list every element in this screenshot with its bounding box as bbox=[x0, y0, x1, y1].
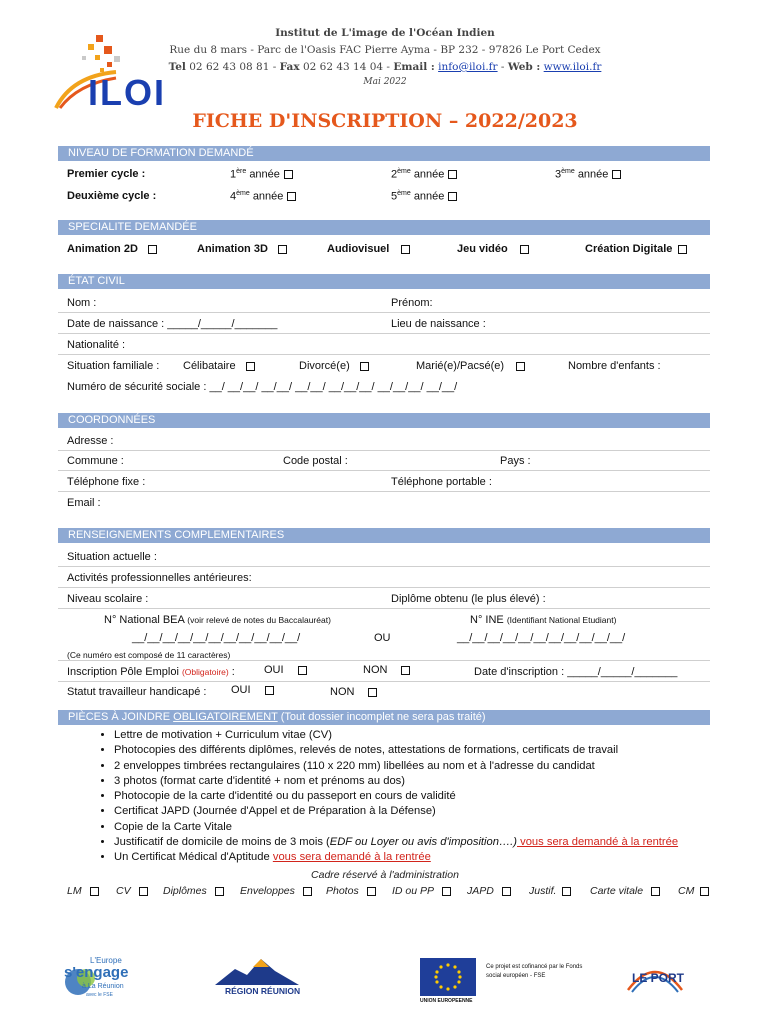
activites-label: Activités professionnelles antérieures: bbox=[67, 572, 252, 584]
fax-label: Fax bbox=[279, 61, 300, 73]
section-etat-civil-band: ÉTAT CIVIL bbox=[58, 274, 710, 289]
premier-cycle-label: Premier cycle : bbox=[67, 168, 146, 180]
contact-line: Tel 02 62 43 08 81 - Fax 02 62 43 14 04 - Email : info@iloi.fr - Web : www.iloi.fr bbox=[168, 61, 602, 73]
email-field-label: Email : bbox=[67, 497, 101, 509]
section-coordonnees-band: COORDONNÉES bbox=[58, 413, 710, 428]
bea-blanks: __/__/__/__/__/__/__/__/__/__/__/ bbox=[132, 632, 301, 644]
marie-option[interactable]: Marié(e)/Pacsé(e) bbox=[416, 360, 525, 372]
deuxieme-cycle-label: Deuxième cycle : bbox=[67, 190, 157, 202]
ou-label: OU bbox=[374, 632, 391, 644]
checkbox[interactable] bbox=[516, 362, 525, 371]
specialite-creation-digitale[interactable]: Création Digitale bbox=[585, 243, 687, 255]
annee-3-option[interactable]: 3ème année bbox=[555, 168, 621, 181]
pays-label: Pays : bbox=[500, 455, 531, 467]
list-item: • Copie de la Carte Vitale bbox=[114, 820, 678, 835]
celibataire-option[interactable]: Célibataire bbox=[183, 360, 255, 372]
specialite-animation-3d[interactable]: Animation 3D bbox=[197, 243, 287, 255]
admin-cv[interactable]: CV bbox=[116, 885, 148, 897]
annee-1-option[interactable]: 1ère année bbox=[230, 168, 293, 181]
checkbox[interactable] bbox=[368, 688, 377, 697]
checkbox[interactable] bbox=[401, 666, 410, 675]
web-link[interactable]: www.iloi.fr bbox=[543, 61, 602, 73]
date-naissance-label: Date de naissance : _____/_____/_______ bbox=[67, 318, 278, 330]
eu-flag-logo: UNION EUROPEENNE bbox=[420, 958, 478, 1006]
admin-enveloppes[interactable]: Enveloppes bbox=[240, 885, 312, 897]
checkbox[interactable] bbox=[284, 170, 293, 179]
checkbox[interactable] bbox=[448, 170, 457, 179]
adresse-label: Adresse : bbox=[67, 435, 114, 447]
nombre-enfants-label: Nombre d'enfants : bbox=[568, 360, 661, 372]
annee-4-option[interactable]: 4ème année bbox=[230, 190, 296, 203]
admin-carte-vitale[interactable]: Carte vitale bbox=[590, 885, 660, 897]
list-item: • 3 photos (format carte d'identité + nom et prénoms au dos) bbox=[114, 774, 678, 789]
tel-value: 02 62 43 08 81 bbox=[189, 61, 270, 73]
checkbox[interactable] bbox=[287, 192, 296, 201]
admin-title: Cadre réservé à l'administration bbox=[311, 869, 459, 881]
logo-text: ILOI bbox=[88, 72, 166, 113]
handicape-non[interactable]: NON bbox=[330, 686, 377, 698]
fax-value: 02 62 43 14 04 bbox=[302, 61, 384, 73]
pole-emploi-non[interactable]: NON bbox=[363, 664, 410, 676]
list-item: • Un Certificat Médical d'Aptitude vous sera demandé à la rentrée bbox=[114, 850, 678, 865]
situation-familiale-label: Situation familiale : bbox=[67, 360, 160, 372]
web-label: Web : bbox=[507, 61, 541, 73]
checkbox[interactable] bbox=[612, 170, 621, 179]
niveau-scolaire-label: Niveau scolaire : bbox=[67, 593, 149, 605]
institute-address: Rue du 8 mars - Parc de l'Oasis FAC Pierre Ayma - BP 232 - 97826 Le Port Cedex bbox=[169, 44, 601, 56]
list-item: • Lettre de motivation + Curriculum vitae (CV) bbox=[114, 728, 678, 743]
handicape-label: Statut travailleur handicapé : bbox=[67, 686, 207, 698]
securite-sociale-label: Numéro de sécurité sociale : __/ __/__/ __/__/ __/__/ __/__/__/ __/__/__/ __/__/ bbox=[67, 381, 458, 393]
handicape-oui[interactable]: OUI bbox=[231, 684, 274, 696]
region-reunion-logo: RÉGION RÉUNION bbox=[213, 955, 301, 999]
telephone-fixe-label: Téléphone fixe : bbox=[67, 476, 146, 488]
list-item: • Photocopie de la carte d'identité ou du passeport en cours de validité bbox=[114, 789, 678, 804]
specialite-jeu-video[interactable]: Jeu vidéo bbox=[457, 243, 529, 255]
admin-photos[interactable]: Photos bbox=[326, 885, 376, 897]
annee-5-option[interactable]: 5ème année bbox=[391, 190, 457, 203]
specialite-animation-2d[interactable]: Animation 2D bbox=[67, 243, 157, 255]
section-specialite-band: SPECIALITE DEMANDÉE bbox=[58, 220, 710, 235]
checkbox[interactable] bbox=[298, 666, 307, 675]
tel-label: Tel bbox=[168, 61, 186, 73]
checkbox[interactable] bbox=[520, 245, 529, 254]
nationalite-label: Nationalité : bbox=[67, 339, 126, 351]
checkbox[interactable] bbox=[678, 245, 687, 254]
header-date: Mai 2022 bbox=[363, 77, 407, 87]
checkbox[interactable] bbox=[278, 245, 287, 254]
checkbox[interactable] bbox=[246, 362, 255, 371]
note-11-caracteres: (Ce numéro est composé de 11 caractères) bbox=[67, 650, 231, 660]
admin-japd[interactable]: JAPD bbox=[467, 885, 511, 897]
section-pieces-band: PIÈCES À JOINDRE OBLIGATOIREMENT (Tout dossier incomplet ne sera pas traité) bbox=[58, 710, 710, 725]
cofinance-text: Ce projet est cofinancé par le Fonds social européen - FSE bbox=[486, 964, 583, 979]
admin-lm[interactable]: LM bbox=[67, 885, 99, 897]
situation-actuelle-label: Situation actuelle : bbox=[67, 551, 157, 563]
pole-emploi-label: Inscription Pôle Emploi (Obligatoire) : bbox=[67, 666, 235, 678]
le-port-logo: LE PORT bbox=[624, 960, 686, 996]
nom-label: Nom : bbox=[67, 297, 97, 309]
bea-label: N° National BEA (voir relevé de notes du Baccalauréat) bbox=[104, 614, 331, 626]
ine-blanks: __/__/__/__/__/__/__/__/__/__/__/ bbox=[457, 632, 626, 644]
telephone-portable-label: Téléphone portable : bbox=[391, 476, 492, 488]
annee-2-option[interactable]: 2ème année bbox=[391, 168, 457, 181]
diplome-label: Diplôme obtenu (le plus élevé) : bbox=[391, 593, 546, 605]
checkbox[interactable] bbox=[265, 686, 274, 695]
lieu-naissance-label: Lieu de naissance : bbox=[391, 318, 486, 330]
specialite-audiovisuel[interactable]: Audiovisuel bbox=[327, 243, 410, 255]
list-item: • Photocopies des différents diplômes, relevés de notes, attestations de formations, certificats de travail bbox=[114, 743, 678, 758]
pole-emploi-oui[interactable]: OUI bbox=[264, 664, 307, 676]
email-label: Email : bbox=[393, 61, 435, 73]
list-item: • Certificat JAPD (Journée d'Appel et de Préparation à la Défense) bbox=[114, 804, 678, 819]
admin-justif[interactable]: Justif. bbox=[529, 885, 571, 897]
checkbox[interactable] bbox=[448, 192, 457, 201]
list-item: • Justificatif de domicile de moins de 3 mois (EDF ou Loyer ou avis d'imposition….) vous sera demandé à la rentrée bbox=[114, 835, 678, 850]
checkbox[interactable] bbox=[148, 245, 157, 254]
code-postal-label: Code postal : bbox=[283, 455, 348, 467]
email-link[interactable]: info@iloi.fr bbox=[438, 61, 498, 73]
checkbox[interactable] bbox=[360, 362, 369, 371]
date-inscription-label: Date d'inscription : _____/_____/_______ bbox=[474, 666, 678, 678]
divorce-option[interactable]: Divorcé(e) bbox=[299, 360, 369, 372]
ine-label: N° INE (Identifiant National Etudiant) bbox=[470, 614, 617, 626]
europe-reunion-logo: L'Europe s'engage à La Réunion avec le FSE bbox=[64, 956, 129, 998]
institute-name: Institut de L'image de l'Océan Indien bbox=[275, 27, 495, 39]
admin-cm[interactable]: CM bbox=[678, 885, 709, 897]
pieces-list bbox=[86, 728, 678, 866]
admin-id-pp[interactable]: ID ou PP bbox=[392, 885, 451, 897]
commune-label: Commune : bbox=[67, 455, 124, 467]
section-niveau-band: NIVEAU DE FORMATION DEMANDÉ bbox=[58, 146, 710, 161]
admin-diplomes[interactable]: Diplômes bbox=[163, 885, 224, 897]
checkbox[interactable] bbox=[401, 245, 410, 254]
prenom-label: Prénom: bbox=[391, 297, 433, 309]
section-renseignements-band: RENSEIGNEMENTS COMPLEMENTAIRES bbox=[58, 528, 710, 543]
list-item: • 2 enveloppes timbrées rectangulaires (110 x 220 mm) libellées au nom et à l'adresse du candidat bbox=[114, 759, 678, 774]
page-title: FICHE D'INSCRIPTION – 2022/2023 bbox=[192, 110, 578, 132]
